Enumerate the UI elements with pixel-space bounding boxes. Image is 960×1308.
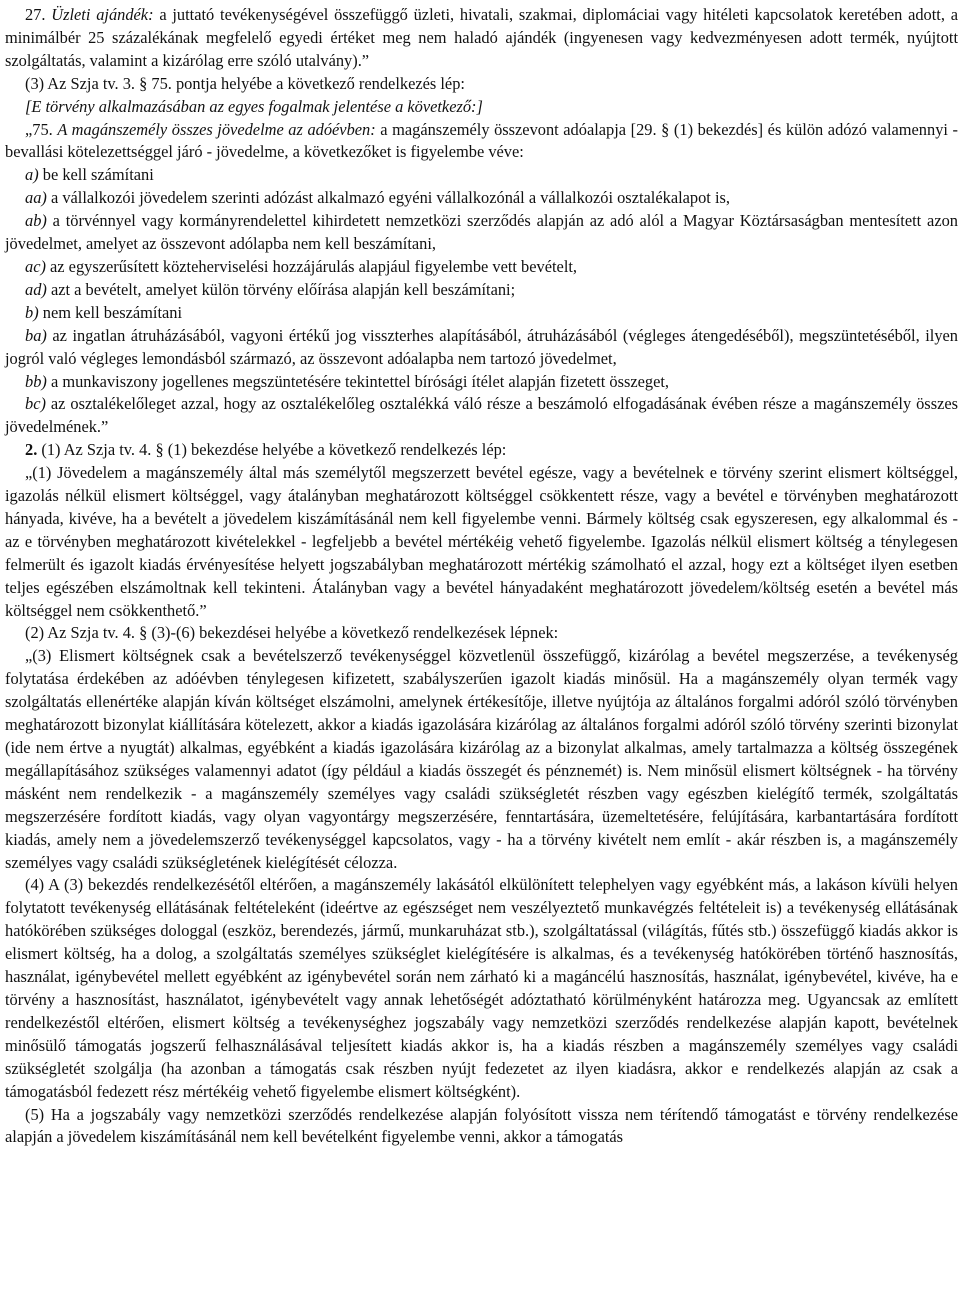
text-run: a vállalkozói jövedelem szerinti adózást alkalmazó egyéni vállalkozónál a vállalkozói osztalékalapot is,	[46, 188, 730, 208]
text-run: „(1) Jövedelem a magánszemély által más személytől megszerzett bevétel egésze, vagy a bevételnek e törvény szerint elismert költséggel, igazolás nélkül elismert költséggel, vagy átalányban meghatározott költséggel csökkentett része, vagy a bevétel e törvényben meghatározott hányada, kivéve, ha a bevételt a jövedelem kiszámításánál nem kell figyelembe venni. Bármely költség csak egyszeresen, egy alkalommal és - az e törvényben meghatározott kivételekkel - legfeljebb a bevétel mértékéig vehető figyelembe. Igazolás nélkül elismert költség a ténylegesen felmerült és igazolt kiadás érvényesítése helyett jogszabályban meghatározott mértékig számolható el azzal, hogy ezt a költséget ilyen esetben teljes egészében elszámoltnak kell tekinteni. Átalányban vagy a bevétel hányadaként meghatározott jövedelem/költség esetén a bevétel más költséggel nem csökkenthető.”	[5, 463, 958, 620]
text-run: az osztalékelőleget azzal, hogy az osztalékelőleg osztalékká váló része a beszámoló elfogadásának évében része a magánszemély összes jövedelmének.”	[5, 394, 958, 437]
paragraph	[5, 279, 958, 302]
paragraph	[5, 439, 958, 462]
italic-text: bc)	[25, 394, 46, 414]
paragraph	[5, 73, 958, 96]
paragraph	[5, 1104, 958, 1150]
text-run: „75.	[25, 119, 58, 139]
text-run: 27.	[25, 5, 52, 24]
paragraph	[5, 96, 958, 119]
text-run: a magánszemély összevont adóalapja [29. § (1) bekezdés] és külön adózó valamennyi - bevallási kötelezettséggel járó - jövedelme, a következőket is figyelembe véve:	[5, 119, 958, 162]
paragraph	[5, 325, 958, 371]
italic-text: ad)	[25, 279, 47, 299]
paragraph	[5, 4, 958, 73]
text-run: „(3) Elismert költségnek csak a bevételszerző tevékenységgel közvetlenül összefüggő, kizárólag a bevétel megszerzése, a tevékenység folytatása érdekében az adóévben ténylegesen kifizetett, szabályszerűen igazolt kiadás minősül. Ha a magánszemély olyan termék vagy szolgáltatás ellenértéke alapján kíván költséget elszámolni, amelynek értékesítője, illetve nyújtója az általános forgalmi adóról szóló törvényben meghatározott bizonylat kiállítására kötelezett, akkor a kiadás igazolására kizárólag az általános forgalmi adóról szóló törvény szerinti bizonylat (ide nem értve a nyugtát) alkalmas, egyébként a kiadás igazolására kizárólag az a bizonylat alkalmas, amely tartalmazza a költség összegének megállapításához szükséges valamennyi adatot (így például a kiadás összegét és pénznemét) is. Nem minősül elismert költségnek - ha törvény másként nem rendelkezik - a magánszemély személyes vagy családi szükségletét részben vagy egészben kielégítő termék, szolgáltatás megszerzésére fordított kiadás, vagy olyan vagyontárgy megszerzésére, fenntartására, üzemeltetésére, felújítására, karbantartására fordított kiadás, amely nem a jövedelemszerző tevékenységgel kapcsolatos, vagy - ha a törvény kivételt nem említ - akár részben is, a magánszemély személyes vagy családi szükségletének kielégítését célozza.	[5, 646, 958, 872]
italic-text: ba)	[25, 325, 47, 345]
text-run: a munkaviszony jogellenes megszüntetésére tekintettel bírósági ítélet alapján fizetett összeget,	[46, 371, 670, 391]
text-run: (2) Az Szja tv. 4. § (3)-(6) bekezdései helyébe a következő rendelkezések lépnek:	[25, 623, 559, 643]
text-run: a juttató tevékenységével összefüggő üzleti, hivatali, szakmai, diplomáciai vagy hitéleti kapcsolatok keretében adott, a minimálbér 25 százalékának megfelelő egyedi értéket meg nem haladó ajándék (ingyenesen vagy kedvezményesen adott termék, nyújtott szolgáltatás, valamint a kizárólag erre szóló utalvány).”	[5, 5, 959, 70]
paragraph	[5, 210, 958, 256]
italic-text: a)	[25, 165, 39, 185]
text-run: a törvénnyel vagy kormányrendelettel kihirdetett nemzetközi szerződés alapján az adó alól a Magyar Köztársaságban mentesített azon jövedelmet, amelyet az összevont adólapba nem kell beszámítani,	[5, 211, 958, 254]
paragraph	[5, 256, 958, 279]
paragraph	[5, 371, 958, 394]
text-run: (1) Az Szja tv. 4. § (1) bekezdése helyébe a következő rendelkezés lép:	[37, 440, 507, 460]
italic-text: aa)	[25, 188, 47, 208]
text-run: (4) A (3) bekezdés rendelkezésétől eltérően, a magánszemély lakásától elkülönített telephelyen vagy egyébként más, a lakáson kívüli helyen folytatott tevékenység ellátásának feltételeként (ideértve az egészséget nem veszélyeztető munkavégzés feltételeit is) a tevékenység ellátásának hatókörében szükséges dologgal (eszköz, berendezés, jármű, munkaruházat stb.), szolgáltatással (világítás, fűtés stb.) összefüggő kiadás akkor is elismert költség, ha a dolog, a szolgáltatás személyes szükséglet kielégítésére is alkalmas, és a tevékenység hatókörében történő hasznosítás, használat, igénybevétel mellett egyébként az igénybevétel során nem zárható ki a magáncélú hasznosítás, használat, igénybevétel, kivéve, ha e törvény a hasznosítást, használatot, igénybevételt vagy annak lehetőségét adóztatható körülményként határozza meg. Ugyancsak az említett rendelkezéstől eltérően, elismert költség a tevékenységhez jogszabály vagy nemzetközi szerződés rendelkezése alapján kapott, bevételnek minősülő támogatás jogszerű felhasználásával teljesített kiadás akkor is, ha a kiadás részben a magánszemély személyes vagy családi szükségletét szolgálja (ha azonban a támogatás csak részben nyújt fedezetet az ilyen kiadásra, akkor e rendelkezés alapján az csak a támogatásból fedezett rész mértékéig vehető figyelembe elismert költségként).	[5, 875, 958, 1101]
paragraph	[5, 645, 958, 874]
text-run: (5) Ha a jogszabály vagy nemzetközi szerződés rendelkezése alapján folyósított vissza nem térítendő támogatást e törvény rendelkezése alapján a jövedelem kiszámításánál nem kell bevételként figyelembe venni, akkor a támogatás	[5, 1104, 958, 1147]
paragraph	[5, 462, 958, 622]
text-run: azt a bevételt, amelyet külön törvény előírása alapján kell beszámítani;	[46, 279, 516, 299]
italic-text: bb)	[25, 371, 47, 391]
paragraph	[5, 187, 958, 210]
paragraph	[5, 302, 958, 325]
italic-text: Üzleti ajándék:	[51, 5, 154, 24]
text-run: az ingatlan átruházásából, vagyoni értékű jog visszterhes alapításából, átruházásából (végleges átengedéséből), megszüntetéséből, ilyen jogról való végleges lemondásból származó, az összevont adóalapba nem tartozó jövedelmet,	[5, 325, 958, 368]
paragraph	[5, 393, 958, 439]
paragraph	[5, 622, 958, 645]
italic-text: ac)	[25, 256, 46, 276]
text-run: be kell számítani	[38, 165, 154, 185]
text-run: (3) Az Szja tv. 3. § 75. pontja helyébe a következő rendelkezés lép:	[25, 73, 465, 93]
italic-text: ab)	[25, 211, 47, 231]
paragraph	[5, 119, 958, 165]
text-run: az egyszerűsített közteherviselési hozzájárulás alapjául figyelembe vett bevételt,	[45, 256, 578, 276]
italic-text: [E törvény alkalmazásában az egyes fogalmak jelentése a következő:]	[25, 96, 483, 116]
paragraph	[5, 874, 958, 1103]
italic-text: A magánszemély összes jövedelme az adóévben:	[57, 119, 376, 139]
bold-text: 2.	[25, 440, 38, 460]
text-run: nem kell beszámítani	[38, 302, 183, 322]
paragraph	[5, 164, 958, 187]
italic-text: b)	[25, 302, 39, 322]
